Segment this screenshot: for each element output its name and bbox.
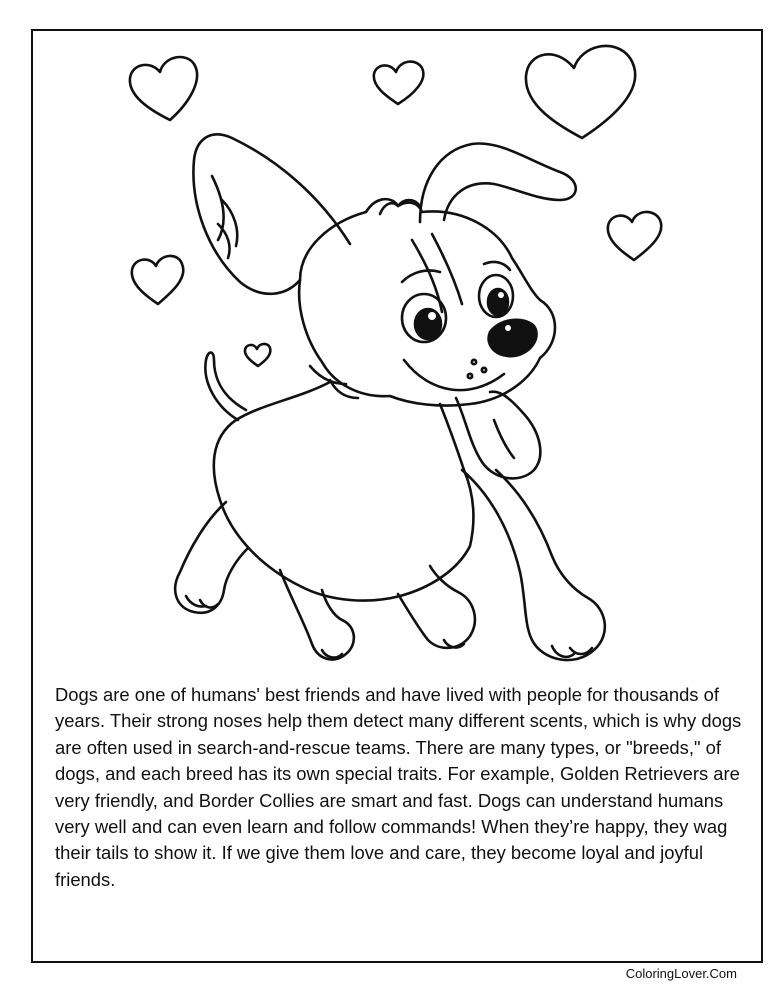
puppy-head — [299, 199, 555, 405]
heart-icon — [245, 344, 270, 366]
heart-icon — [608, 212, 661, 260]
puppy-body — [214, 382, 474, 601]
heart-icon — [130, 57, 197, 120]
description-paragraph: Dogs are one of humans' best friends and have lived with people for thousands of years. Their strong noses help them detect many different scents, which is why dogs are often used in search-and-rescue teams. There are many types, or "breeds," of dogs, and each breed has its own special traits. For example, Golden Retrievers are very friendly, and Border Collies are smart and fast. Dogs can understand humans very well and can even learn and follow commands! When they’re happy, they wag their tails to show it. If we give them love and care, they become loyal and joyful friends. — [55, 684, 742, 890]
puppy-nose — [489, 320, 537, 356]
heart-icon — [132, 256, 183, 304]
heart-icon — [526, 46, 635, 138]
left-ear — [193, 134, 350, 293]
heart-icon — [374, 62, 424, 104]
puppy-tail — [205, 353, 246, 421]
right-ear — [420, 143, 576, 222]
site-credit: ColoringLover.Com — [625, 966, 737, 981]
